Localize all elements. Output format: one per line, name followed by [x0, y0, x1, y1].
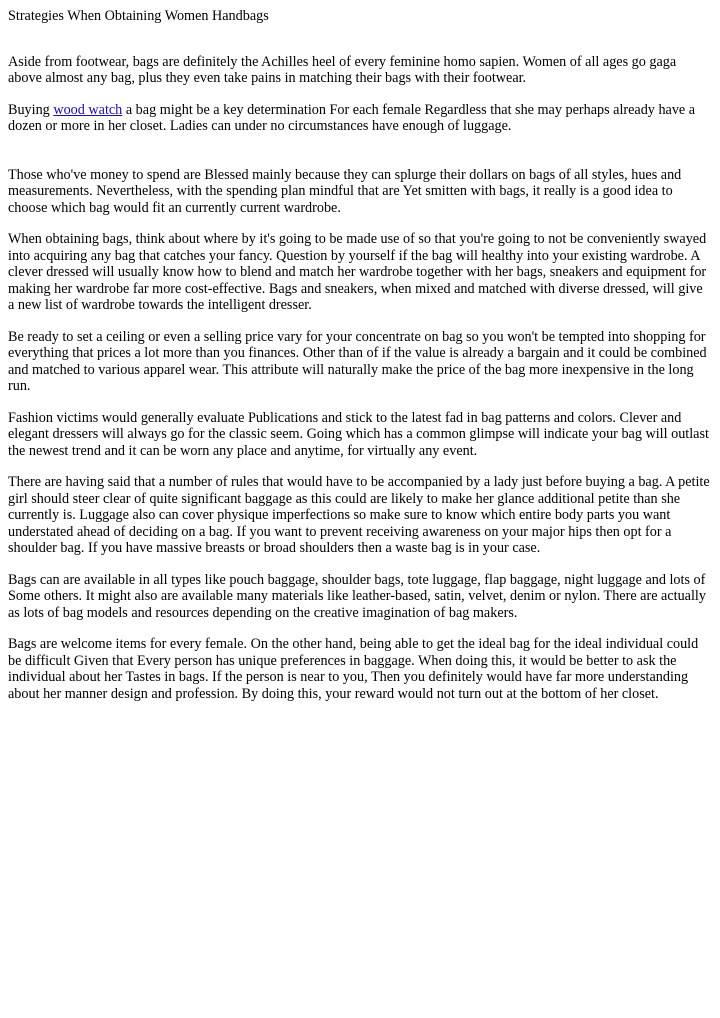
paragraph-buying-rest: a bag might be a key determination For each female Regardless that she may perhaps already have a dozen or more in her closet. Ladies can under no circumstances have enough of luggage. — [8, 101, 696, 134]
paragraph-rules: There are having said that a number of rules that would have to be accompanied by a lady just before buying a bag. A petite girl should steer clear of quite significant baggage as this could are likely to make her glance additional petite than she currently is. Luggage also can cover physique imperfections so make sure to know which entire body parts you want understated ahead of deciding on a bag. If you want to prevent receiving awareness on your major hips then opt for a shoulder bag. If you have massive breasts or broad shoulders then a waste bag is in your case. — [8, 474, 710, 556]
paragraph-buying — [8, 102, 712, 135]
paragraph-buying-lead: Buying — [8, 101, 54, 118]
wood-watch-link[interactable]: wood watch — [53, 101, 123, 118]
paragraph-price-ceiling: Be ready to set a ceiling or even a selling price vary for your concentrate on bag so you won't be tempted into shopping for everything that prices a lot more than you finances. Other than of if the value is already a bargain and it could be combined and matched to various apparel wear. This attribute will naturally make the price of the bag more inexpensive in the long run. — [8, 328, 707, 394]
document-title: Strategies When Obtaining Women Handbags — [8, 8, 269, 24]
paragraph-gifts: Bags are welcome items for every female. On the other hand, being able to get the ideal bag for the ideal individual could be difficult Given that Every person has unique preferences in baggage. When doing this, it would be better to ask the individual about her Tastes in bags. If the person is near to you, Then you definitely would have far more understanding about her manner design and profession. By doing this, your reward would not turn out at the bottom of her closet. — [8, 636, 699, 702]
paragraph-money: Those who've money to spend are Blessed mainly because they can splurge their dollars on bags of all styles, hues and measurements. Nevertheless, with the spending plan mindful that are Yet smitten with bags, it really is a good idea to choose which bag would fit an currently current wardrobe. — [8, 166, 682, 216]
paragraph-intro: Aside from footwear, bags are definitely the Achilles heel of every feminine homo sapien. Women of all ages go gaga above almost any bag, plus they even take pains in matching their bags with their footwear. — [8, 53, 677, 86]
paragraph-types: Bags can are available in all types like pouch baggage, shoulder bags, tote luggage, flap baggage, night luggage and lots of Some others. It might also are available many materials like leather-based, satin, velvet, denim or nylon. There are actually as lots of bag models and resources depending on the creative imagination of bag makers. — [8, 571, 706, 621]
paragraph-obtaining: When obtaining bags, think about where by it's going to be made use of so that you're going to not be conveniently swayed into acquiring any bag that catches your fancy. Question by yourself if the bag will healthy into your existing wardrobe. A clever dressed will usually know how to blend and match her wardrobe together with her bags, sneakers and equipment for making her wardrobe far more cost-effective. Bags and sneakers, when mixed and matched with diverse dressed, will give a new list of wardrobe towards the intelligent dresser. — [8, 231, 707, 313]
paragraph-fashion: Fashion victims would generally evaluate Publications and stick to the latest fad in bag patterns and colors. Clever and elegant dressers will always go for the classic seem. Going which has a common glimpse will indicate your bag will outlast the newest trend and it can be worn any place and anytime, for virtually any event. — [8, 409, 709, 459]
